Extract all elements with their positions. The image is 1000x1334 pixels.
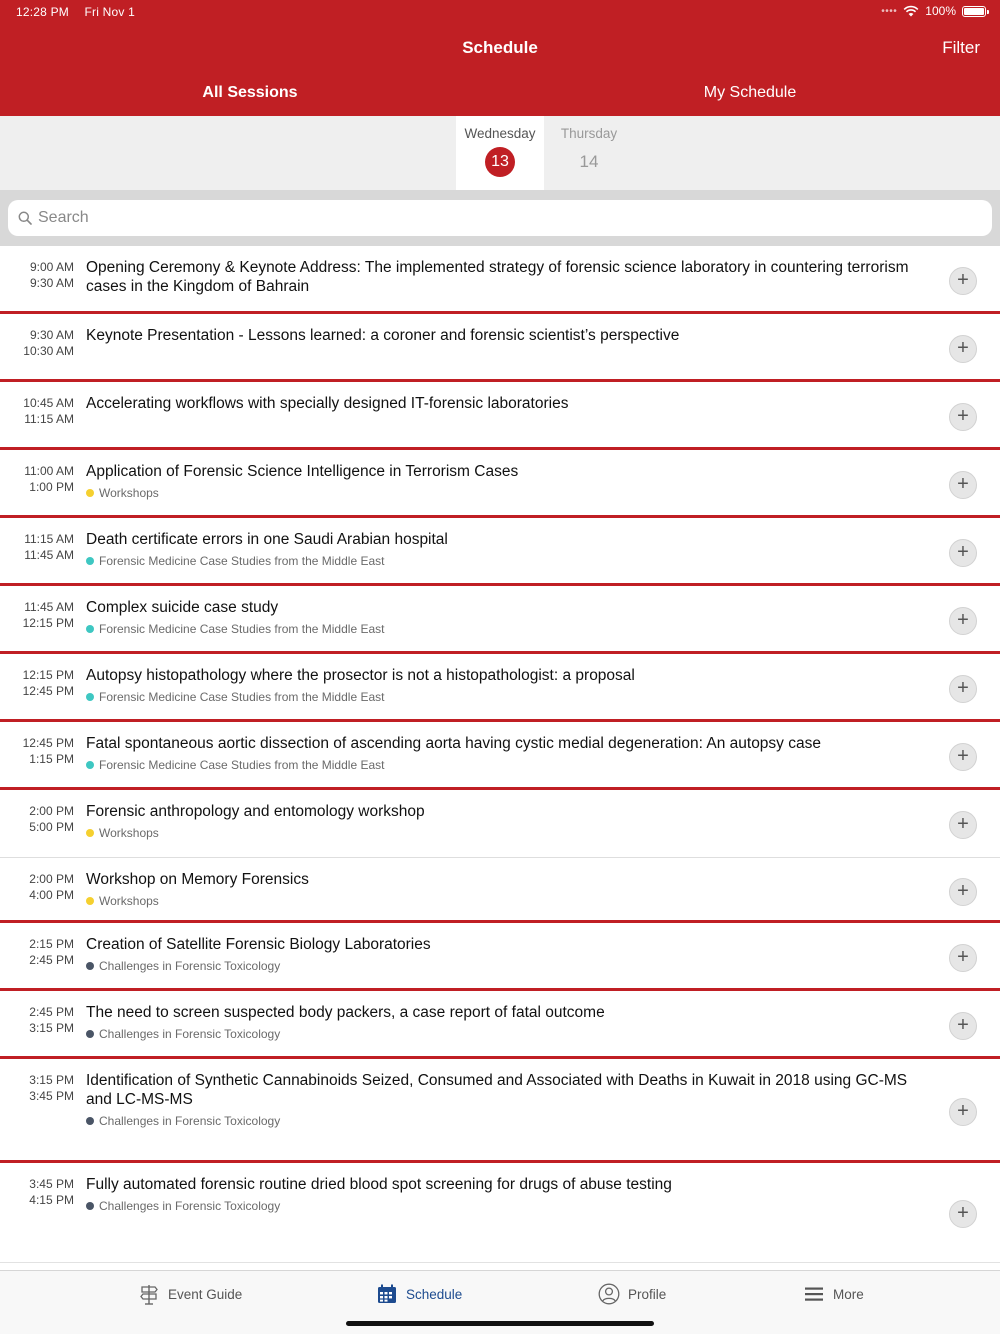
session-content bbox=[86, 1003, 916, 1041]
session-content bbox=[86, 598, 916, 636]
session-track bbox=[86, 486, 916, 500]
session-list bbox=[0, 246, 1000, 1263]
add-to-schedule-button[interactable] bbox=[949, 1098, 977, 1126]
wifi-icon bbox=[903, 5, 919, 17]
track-label: Challenges in Forensic Toxicology bbox=[99, 1199, 281, 1213]
track-color-dot bbox=[86, 897, 94, 905]
status-time: 12:28 PM bbox=[16, 5, 69, 19]
session-start-time: 12:15 PM bbox=[22, 668, 74, 682]
session-content bbox=[86, 935, 916, 973]
session-times bbox=[0, 1176, 74, 1208]
session-track bbox=[86, 826, 916, 840]
session-end-time: 5:00 PM bbox=[29, 820, 74, 834]
tab-my-schedule[interactable]: My Schedule bbox=[703, 84, 797, 101]
plus-icon: + bbox=[957, 541, 969, 563]
track-label: Workshops bbox=[99, 486, 159, 500]
session-content bbox=[86, 734, 916, 772]
track-color-dot bbox=[86, 693, 94, 701]
session-row[interactable] bbox=[0, 246, 1000, 314]
session-title: Complex suicide case study bbox=[86, 599, 279, 616]
search-field[interactable] bbox=[8, 200, 992, 236]
tab-all-sessions[interactable]: All Sessions bbox=[202, 84, 298, 101]
session-track bbox=[86, 959, 916, 973]
session-content bbox=[86, 802, 916, 840]
tab-more[interactable] bbox=[803, 1283, 864, 1305]
session-row[interactable] bbox=[0, 382, 1000, 450]
session-track bbox=[86, 758, 916, 772]
session-end-time: 4:00 PM bbox=[29, 888, 74, 902]
session-track bbox=[86, 690, 916, 704]
session-title: Workshop on Memory Forensics bbox=[86, 871, 309, 888]
session-row[interactable] bbox=[0, 518, 1000, 586]
session-content bbox=[86, 666, 916, 704]
plus-icon: + bbox=[957, 269, 969, 291]
session-title: The need to screen suspected body packers, a case report of fatal outcome bbox=[86, 1004, 605, 1021]
session-track bbox=[86, 554, 916, 568]
track-color-dot bbox=[86, 1030, 94, 1038]
add-to-schedule-button[interactable] bbox=[949, 1200, 977, 1228]
add-to-schedule-button[interactable] bbox=[949, 539, 977, 567]
track-color-dot bbox=[86, 1117, 94, 1125]
session-title: Opening Ceremony & Keynote Address: The implemented strategy of forensic science laboratory in countering terrorism cases in the Kingdom of Bahrain bbox=[86, 259, 909, 295]
plus-icon: + bbox=[957, 1014, 969, 1036]
session-track bbox=[86, 1114, 916, 1128]
track-label: Workshops bbox=[99, 894, 159, 908]
session-start-time: 10:45 AM bbox=[23, 396, 74, 410]
session-content bbox=[86, 870, 916, 908]
plus-icon: + bbox=[957, 946, 969, 968]
day-picker bbox=[0, 116, 1000, 190]
session-title: Forensic anthropology and entomology workshop bbox=[86, 803, 425, 820]
day-number: 13 bbox=[485, 147, 515, 177]
track-label: Workshops bbox=[99, 826, 159, 840]
track-color-dot bbox=[86, 761, 94, 769]
add-to-schedule-button[interactable] bbox=[949, 811, 977, 839]
search-input[interactable] bbox=[38, 209, 938, 227]
track-label: Challenges in Forensic Toxicology bbox=[99, 1114, 281, 1128]
plus-icon: + bbox=[957, 677, 969, 699]
session-end-time: 11:15 AM bbox=[24, 412, 74, 426]
track-color-dot bbox=[86, 557, 94, 565]
session-title: Fully automated forensic routine dried blood spot screening for drugs of abuse testing bbox=[86, 1176, 672, 1193]
session-start-time: 3:15 PM bbox=[29, 1073, 74, 1087]
session-end-time: 9:30 AM bbox=[29, 276, 74, 290]
day-thursday[interactable] bbox=[545, 116, 633, 190]
session-content bbox=[86, 326, 916, 345]
add-to-schedule-button[interactable] bbox=[949, 607, 977, 635]
session-start-time: 2:15 PM bbox=[29, 937, 74, 951]
track-label: Forensic Medicine Case Studies from the Middle East bbox=[99, 554, 385, 568]
tab-event-guide[interactable] bbox=[138, 1283, 242, 1305]
track-label: Challenges in Forensic Toxicology bbox=[99, 1027, 281, 1041]
session-start-time: 2:00 PM bbox=[29, 872, 74, 886]
add-to-schedule-button[interactable] bbox=[949, 944, 977, 972]
tab-label: Schedule bbox=[406, 1286, 463, 1302]
day-name: Thursday bbox=[560, 126, 618, 141]
session-content bbox=[86, 530, 916, 568]
track-color-dot bbox=[86, 829, 94, 837]
tab-profile[interactable] bbox=[598, 1283, 666, 1305]
session-content bbox=[86, 462, 916, 500]
add-to-schedule-button[interactable] bbox=[949, 403, 977, 431]
track-color-dot bbox=[86, 489, 94, 497]
session-times bbox=[0, 463, 74, 495]
session-row[interactable] bbox=[0, 450, 1000, 518]
filter-button[interactable]: Filter bbox=[942, 38, 980, 57]
session-title: Application of Forensic Science Intelligence in Terrorism Cases bbox=[86, 463, 519, 480]
session-end-time: 1:00 PM bbox=[29, 480, 74, 494]
add-to-schedule-button[interactable] bbox=[949, 471, 977, 499]
session-content bbox=[86, 394, 916, 413]
day-wednesday[interactable] bbox=[456, 116, 544, 190]
session-start-time: 11:00 AM bbox=[24, 464, 74, 478]
session-end-time: 10:30 AM bbox=[23, 344, 74, 358]
session-times bbox=[0, 327, 74, 359]
plus-icon: + bbox=[957, 609, 969, 631]
session-start-time: 11:45 AM bbox=[24, 600, 74, 614]
session-start-time: 12:45 PM bbox=[22, 736, 74, 750]
session-times bbox=[0, 1004, 74, 1036]
session-times bbox=[0, 735, 74, 767]
session-start-time: 9:30 AM bbox=[29, 328, 74, 342]
session-track bbox=[86, 1027, 916, 1041]
signal-icon: •••• bbox=[881, 5, 898, 17]
status-bar bbox=[16, 5, 147, 19]
session-title: Death certificate errors in one Saudi Arabian hospital bbox=[86, 531, 448, 548]
session-row[interactable] bbox=[0, 923, 1000, 991]
plus-icon: + bbox=[957, 745, 969, 767]
session-start-time: 2:45 PM bbox=[29, 1005, 74, 1019]
page-title: Schedule bbox=[462, 38, 538, 57]
add-to-schedule-button[interactable] bbox=[949, 335, 977, 363]
plus-icon: + bbox=[957, 405, 969, 427]
track-label: Challenges in Forensic Toxicology bbox=[99, 959, 281, 973]
track-label: Forensic Medicine Case Studies from the Middle East bbox=[99, 622, 385, 636]
session-end-time: 4:15 PM bbox=[29, 1193, 74, 1207]
tab-schedule[interactable] bbox=[376, 1283, 462, 1305]
session-row[interactable] bbox=[0, 858, 1000, 923]
session-row[interactable] bbox=[0, 1059, 1000, 1163]
session-end-time: 2:45 PM bbox=[29, 953, 74, 967]
tab-label: More bbox=[833, 1286, 864, 1302]
session-content bbox=[86, 1175, 916, 1213]
menu-icon bbox=[803, 1283, 825, 1305]
session-end-time: 12:45 PM bbox=[22, 684, 74, 698]
session-times bbox=[0, 259, 74, 291]
session-row[interactable] bbox=[0, 314, 1000, 382]
session-times bbox=[0, 871, 74, 903]
session-end-time: 3:15 PM bbox=[29, 1021, 74, 1035]
session-row[interactable] bbox=[0, 790, 1000, 858]
app-header bbox=[0, 0, 1000, 116]
session-start-time: 11:15 AM bbox=[24, 532, 74, 546]
plus-icon: + bbox=[957, 1100, 969, 1122]
home-indicator bbox=[346, 1321, 654, 1326]
session-start-time: 3:45 PM bbox=[29, 1177, 74, 1191]
session-content bbox=[86, 1071, 916, 1128]
profile-icon bbox=[598, 1283, 620, 1305]
session-times bbox=[0, 599, 74, 631]
day-number: 14 bbox=[579, 152, 599, 171]
session-times bbox=[0, 395, 74, 427]
battery-percent: 100% bbox=[925, 4, 956, 18]
plus-icon: + bbox=[957, 1202, 969, 1224]
track-color-dot bbox=[86, 625, 94, 633]
session-content bbox=[86, 258, 916, 296]
session-title: Identification of Synthetic Cannabinoids Seized, Consumed and Associated with Deaths in Kuwait in 2018 using GC-MS and LC-MS-MS bbox=[86, 1072, 908, 1108]
session-title: Creation of Satellite Forensic Biology Laboratories bbox=[86, 936, 431, 953]
session-start-time: 9:00 AM bbox=[29, 260, 74, 274]
session-title: Autopsy histopathology where the prosector is not a histopathologist: a proposal bbox=[86, 667, 635, 684]
session-times bbox=[0, 936, 74, 968]
plus-icon: + bbox=[957, 337, 969, 359]
session-times bbox=[0, 803, 74, 835]
plus-icon: + bbox=[957, 813, 969, 835]
session-row[interactable] bbox=[0, 722, 1000, 790]
plus-icon: + bbox=[957, 473, 969, 495]
session-times bbox=[0, 1072, 74, 1104]
day-name: Wednesday bbox=[464, 126, 536, 141]
session-row[interactable] bbox=[0, 991, 1000, 1059]
session-track bbox=[86, 622, 916, 636]
session-end-time: 11:45 AM bbox=[24, 548, 74, 562]
track-color-dot bbox=[86, 962, 94, 970]
tab-label: Event Guide bbox=[168, 1286, 243, 1302]
plus-icon: + bbox=[957, 880, 969, 902]
add-to-schedule-button[interactable] bbox=[949, 1012, 977, 1040]
session-end-time: 12:15 PM bbox=[22, 616, 74, 630]
session-times bbox=[0, 667, 74, 699]
battery-icon bbox=[962, 6, 986, 17]
session-end-time: 1:15 PM bbox=[29, 752, 74, 766]
search-bar bbox=[0, 190, 1000, 246]
track-label: Forensic Medicine Case Studies from the Middle East bbox=[99, 690, 385, 704]
calendar-icon bbox=[376, 1283, 398, 1305]
add-to-schedule-button[interactable] bbox=[949, 743, 977, 771]
add-to-schedule-button[interactable] bbox=[949, 267, 977, 295]
status-date: Fri Nov 1 bbox=[84, 5, 135, 19]
session-title: Keynote Presentation - Lessons learned: a coroner and forensic scientist’s perspective bbox=[86, 327, 680, 344]
session-row[interactable] bbox=[0, 654, 1000, 722]
add-to-schedule-button[interactable] bbox=[949, 675, 977, 703]
signpost-icon bbox=[138, 1283, 160, 1305]
search-icon bbox=[18, 211, 32, 225]
session-title: Fatal spontaneous aortic dissection of ascending aorta having cystic medial degeneration: An autopsy case bbox=[86, 735, 821, 752]
track-color-dot bbox=[86, 1202, 94, 1210]
session-end-time: 3:45 PM bbox=[29, 1089, 74, 1103]
tab-label: Profile bbox=[628, 1286, 667, 1302]
session-track bbox=[86, 1199, 916, 1213]
status-indicators bbox=[881, 4, 986, 18]
session-row[interactable] bbox=[0, 1163, 1000, 1263]
add-to-schedule-button[interactable] bbox=[949, 878, 977, 906]
session-start-time: 2:00 PM bbox=[29, 804, 74, 818]
session-row[interactable] bbox=[0, 586, 1000, 654]
session-title: Accelerating workflows with specially designed IT-forensic laboratories bbox=[86, 395, 569, 412]
session-track bbox=[86, 894, 916, 908]
track-label: Forensic Medicine Case Studies from the Middle East bbox=[99, 758, 385, 772]
session-times bbox=[0, 531, 74, 563]
